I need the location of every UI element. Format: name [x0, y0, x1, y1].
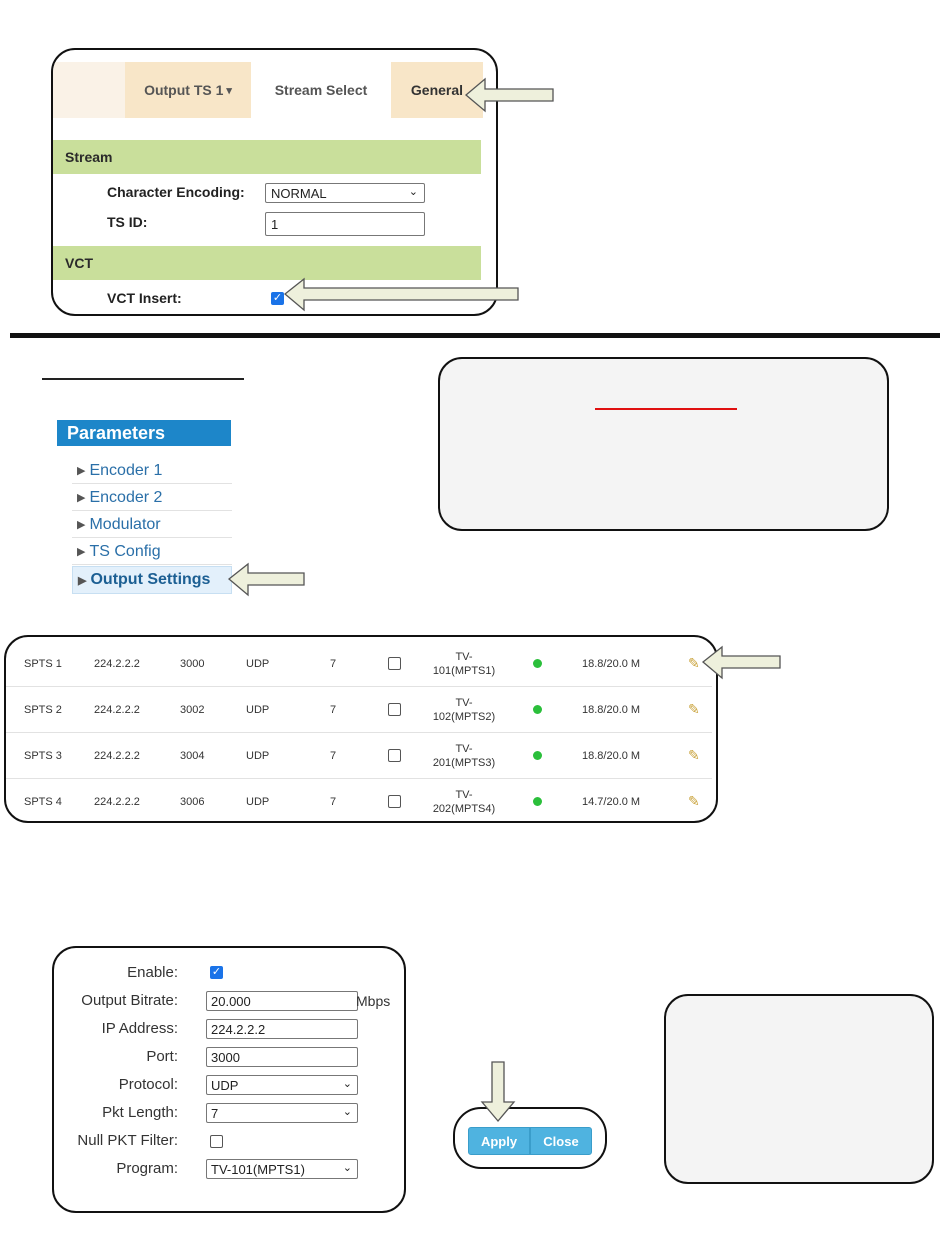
- cell-port: 3004: [180, 749, 205, 762]
- cell-edit: [688, 733, 700, 778]
- form-labels-column: [54, 948, 178, 1208]
- program-line2: 202(MPTS4): [432, 802, 496, 815]
- menu-item-output-settings[interactable]: [72, 566, 232, 594]
- section-divider: [10, 333, 940, 338]
- tab-bar: [53, 62, 483, 118]
- program-line2: 102(MPTS2): [432, 710, 496, 723]
- null-filter-checkbox[interactable]: [388, 749, 401, 762]
- cell-protocol: UDP: [246, 795, 270, 808]
- pencil-edit-icon[interactable]: ✎: [688, 747, 700, 763]
- program-line1: TV-: [455, 742, 473, 755]
- arrow-to-output-settings: [226, 562, 308, 598]
- cell-program: [426, 641, 502, 686]
- cell-null-filter: [388, 779, 401, 823]
- null-pkt-filter-checkbox[interactable]: [210, 1135, 223, 1148]
- cell-port: 3000: [180, 657, 205, 670]
- close-button[interactable]: Close: [530, 1127, 592, 1155]
- cell-name: SPTS 4: [24, 795, 62, 808]
- tab-bar-left-pad: [53, 62, 125, 118]
- vct-insert-label: VCT Insert:: [107, 290, 182, 306]
- ts-id-input[interactable]: 1: [265, 212, 425, 236]
- table-row: [6, 687, 712, 733]
- general-settings-frame: [51, 48, 498, 316]
- triangle-right-icon: ▶: [77, 519, 86, 531]
- triangle-right-icon: ▶: [77, 546, 86, 558]
- tab-stream-select-label: Stream Select: [274, 82, 368, 98]
- stream-section-header: Stream: [53, 140, 481, 174]
- pkt-length-select[interactable]: [206, 1103, 358, 1123]
- cell-bitrate: 18.8/20.0 M: [582, 749, 641, 762]
- null-filter-checkbox[interactable]: [388, 703, 401, 716]
- program-line1: TV-: [455, 650, 473, 663]
- cell-bitrate: 18.8/20.0 M: [582, 657, 641, 670]
- output-bitrate-label: Output Bitrate:: [81, 992, 178, 1009]
- port-label: Port:: [146, 1048, 178, 1065]
- menu-item-label: Output Settings: [90, 571, 211, 588]
- tab-output-ts-label: Output TS 1: [144, 82, 224, 98]
- null-filter-checkbox[interactable]: [388, 795, 401, 808]
- cell-program: [426, 733, 502, 778]
- program-line1: TV-: [455, 696, 473, 709]
- chevron-down-icon: ⌄: [342, 1162, 352, 1174]
- cell-status: [533, 687, 542, 732]
- null-filter-checkbox[interactable]: [388, 657, 401, 670]
- cell-pkt: 7: [330, 749, 337, 762]
- triangle-right-icon: ▶: [77, 465, 86, 477]
- pencil-edit-icon[interactable]: ✎: [688, 701, 700, 717]
- cell-status: [533, 641, 542, 686]
- character-encoding-value: NORMAL: [271, 185, 327, 201]
- cell-null-filter: [388, 641, 401, 686]
- program-line2: 201(MPTS3): [432, 756, 496, 769]
- heading-underline: [42, 378, 244, 380]
- arrow-to-apply-button: [480, 1060, 516, 1124]
- protocol-label: Protocol:: [118, 1076, 178, 1093]
- cell-pkt: 7: [330, 703, 337, 716]
- chevron-down-icon: ⌄: [342, 1078, 352, 1090]
- cell-bitrate: 18.8/20.0 M: [582, 703, 641, 716]
- parameters-header: Parameters: [57, 420, 231, 446]
- cell-ip: 224.2.2.2: [94, 749, 140, 762]
- caret-down-icon: ▾: [226, 84, 232, 97]
- null-pkt-filter-label: Null PKT Filter:: [77, 1132, 178, 1149]
- program-select[interactable]: [206, 1159, 358, 1179]
- program-value: TV-101(MPTS1): [211, 1161, 305, 1177]
- program-label: Program:: [116, 1160, 178, 1177]
- cell-ip: 224.2.2.2: [94, 795, 140, 808]
- cell-name: SPTS 2: [24, 703, 62, 716]
- cell-status: [533, 779, 542, 823]
- port-input[interactable]: 3000: [206, 1047, 358, 1067]
- tab-general-label: General: [410, 82, 464, 98]
- enable-checkbox[interactable]: ✓: [211, 966, 222, 978]
- menu-item-modulator[interactable]: [72, 512, 232, 538]
- status-dot-icon: [533, 705, 542, 714]
- ip-address-input[interactable]: 224.2.2.2: [206, 1019, 358, 1039]
- program-line2: 101(MPTS1): [432, 664, 496, 677]
- table-row: [6, 779, 712, 823]
- table-row: [6, 641, 712, 687]
- status-dot-icon: [533, 751, 542, 760]
- menu-item-label: Encoder 2: [89, 488, 163, 506]
- arrow-to-edit-icon: [700, 645, 784, 681]
- pkt-length-label: Pkt Length:: [102, 1104, 178, 1121]
- cell-ip: 224.2.2.2: [94, 703, 140, 716]
- pencil-edit-icon[interactable]: ✎: [688, 655, 700, 671]
- cell-edit: [688, 779, 700, 823]
- cell-port: 3002: [180, 703, 205, 716]
- cell-name: SPTS 1: [24, 657, 62, 670]
- vct-section-header: VCT: [53, 246, 481, 280]
- chevron-down-icon: ⌄: [408, 186, 418, 198]
- cell-status: [533, 733, 542, 778]
- output-bitrate-unit: Mbps: [356, 993, 391, 1009]
- note-box-top: [438, 357, 889, 531]
- buttons-frame: [453, 1107, 607, 1169]
- status-dot-icon: [533, 659, 542, 668]
- arrow-to-vct-checkbox: [282, 277, 522, 313]
- note-box-bottom: [664, 994, 934, 1184]
- triangle-right-icon: ▶: [78, 574, 87, 587]
- status-dot-icon: [533, 797, 542, 806]
- cell-ip: 224.2.2.2: [94, 657, 140, 670]
- tab-stream-select[interactable]: [251, 62, 391, 118]
- triangle-right-icon: ▶: [77, 492, 86, 504]
- menu-item-ts-config[interactable]: [72, 539, 232, 565]
- ts-id-label: TS ID:: [107, 214, 148, 230]
- cell-edit: [688, 687, 700, 732]
- protocol-value: UDP: [211, 1077, 239, 1093]
- table-row: [6, 733, 712, 779]
- cell-pkt: 7: [330, 795, 337, 808]
- cell-program: [426, 779, 502, 823]
- cell-port: 3006: [180, 795, 205, 808]
- pencil-edit-icon[interactable]: ✎: [688, 793, 700, 809]
- arrow-to-general-tab: [463, 76, 558, 114]
- cell-protocol: UDP: [246, 657, 270, 670]
- note-red-underline: [595, 408, 737, 410]
- cell-edit: [688, 641, 700, 686]
- cell-program: [426, 687, 502, 732]
- tab-output-ts[interactable]: [125, 62, 251, 118]
- output-table-frame: [4, 635, 718, 823]
- menu-item-label: Modulator: [89, 515, 161, 533]
- cell-protocol: UDP: [246, 749, 270, 762]
- cell-null-filter: [388, 687, 401, 732]
- menu-item-label: TS Config: [89, 542, 161, 560]
- menu-item-label: Encoder 1: [89, 461, 163, 479]
- protocol-select[interactable]: [206, 1075, 358, 1095]
- program-line1: TV-: [455, 788, 473, 801]
- apply-button[interactable]: Apply: [468, 1127, 530, 1155]
- menu-item-encoder-2[interactable]: [72, 485, 232, 511]
- vct-insert-checkbox[interactable]: ✓: [272, 292, 283, 304]
- cell-null-filter: [388, 733, 401, 778]
- edit-form-frame: [52, 946, 406, 1213]
- cell-protocol: UDP: [246, 703, 270, 716]
- cell-bitrate: 14.7/20.0 M: [582, 795, 641, 808]
- cell-pkt: 7: [330, 657, 337, 670]
- character-encoding-select[interactable]: [265, 183, 425, 203]
- output-bitrate-input[interactable]: 20.000: [206, 991, 358, 1011]
- chevron-down-icon: ⌄: [342, 1106, 352, 1118]
- cell-name: SPTS 3: [24, 749, 62, 762]
- menu-item-encoder-1[interactable]: [72, 458, 232, 484]
- pkt-length-value: 7: [211, 1105, 219, 1121]
- ip-address-label: IP Address:: [101, 1020, 178, 1037]
- character-encoding-label: Character Encoding:: [107, 184, 245, 200]
- enable-label: Enable:: [127, 964, 178, 981]
